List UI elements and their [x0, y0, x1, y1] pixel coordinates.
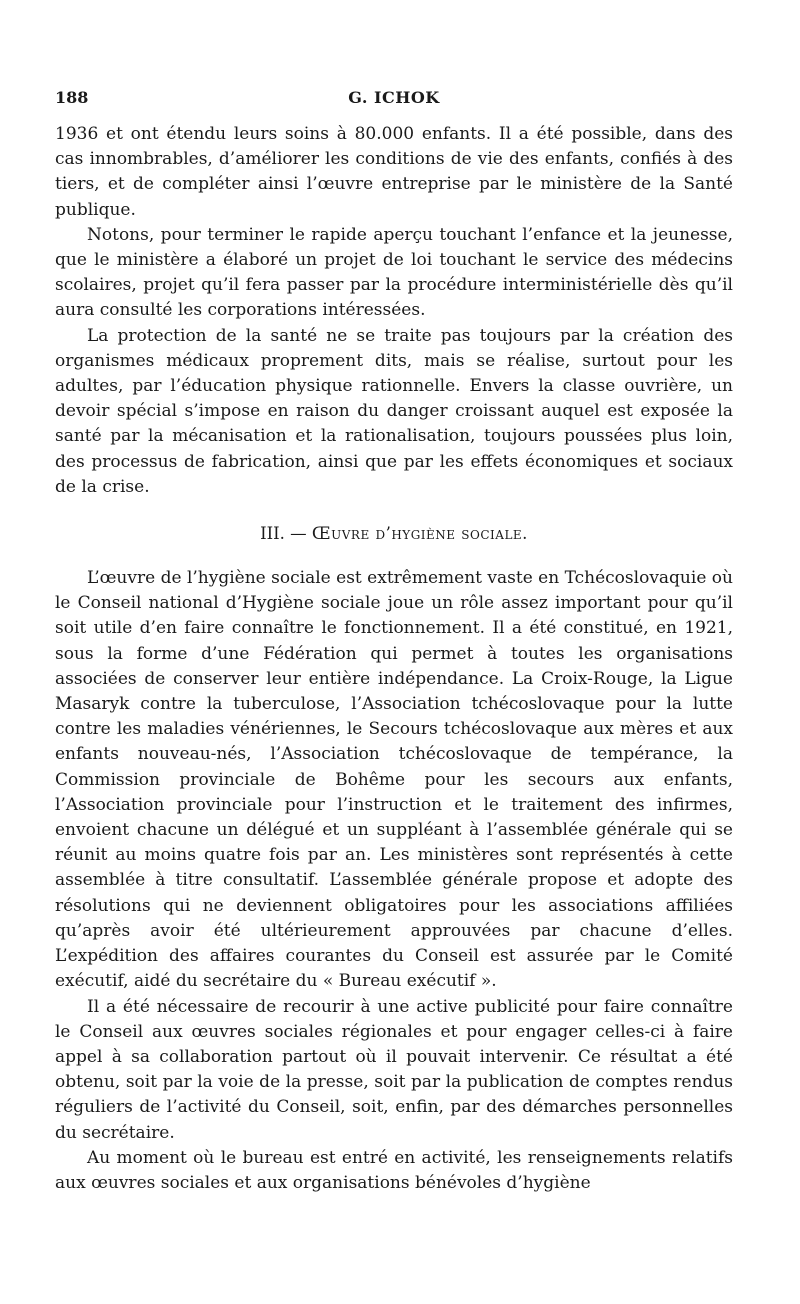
section-title: Œuvre d’hygiène sociale. [311, 524, 528, 544]
section-heading [55, 522, 733, 546]
running-header [55, 88, 733, 116]
paragraph: Au moment où le bureau est entré en activité, les renseignements relatifs aux œuvres sociales et aux organisations bénévoles d’hygiène [55, 1147, 733, 1193]
paragraph: La protection de la santé ne se traite pas toujours par la création des organismes médicaux proprement dits, mais se réalise, surtout pour les adultes, par l’éducation physique rationnelle. Envers la classe ouvrière, un devoir spécial s’impose en raison du danger croissant auquel est exposée la santé par la mécanisation et la rationalisation, toujours poussées plus loin, des processus de fabrication, ainsi que par les effets économiques et sociaux de la crise. [55, 325, 733, 497]
running-author: G. ICHOK [348, 88, 440, 107]
paragraph: Il a été nécessaire de recourir à une active publicité pour faire connaître le Conseil aux œuvres sociales régionales et pour engager celles-ci à faire appel à sa collaboration partout où il pouvait intervenir. Ce résultat a été obtenu, soit par la voie de la presse, soit par la publication de comptes rendus réguliers de l’activité du Conseil, soit, enfin, par des démarches personnelles du secrétaire. [55, 996, 733, 1143]
paragraph: 1936 et ont étendu leurs soins à 80.000 enfants. Il a été possible, dans des cas innombrables, d’améliorer les conditions de vie des enfants, confiés à des tiers, et de compléter ainsi l’œuvre entreprise par le ministère de la Santé publique. [55, 124, 733, 220]
document-page [55, 88, 733, 1196]
body-text [55, 122, 733, 1196]
page-number: 188 [55, 88, 89, 107]
paragraph: L’œuvre de l’hygiène sociale est extrêmement vaste en Tchécoslovaquie où le Conseil national d’Hygiène sociale joue un rôle assez important pour qu’il soit utile d’en faire connaître le fonctionnement. Il a été constitué, en 1921, sous la forme d’une Fédération qui permet à toutes les organisations associées de conserver leur entière indépendance. La Croix-Rouge, la Ligue Masaryk contre la tuberculose, l’Association tchécoslovaque pour la lutte contre les maladies vénériennes, le Secours tchécoslovaque aux mères et aux enfants nouveau-nés, l’Association tchécoslovaque de tempérance, la Commission provinciale de Bohême pour les secours aux enfants, l’Association provinciale pour l’instruction et le traitement des infirmes, envoient chacune un délégué et un suppléant à l’assemblée générale qui se réunit au moins quatre fois par an. Les ministères sont représentés à cette assemblée à titre consultatif. L’assemblée générale propose et adopte des résolutions qui ne deviennent obligatoires pour les associations affiliées qu’après avoir été ultérieurement approuvées par chacune d’elles. L’expédition des affaires courantes du Conseil est assurée par le Comité exécutif, aidé du secrétaire du « Bureau exécutif ». [55, 568, 733, 992]
section-numeral: III. — [260, 524, 307, 544]
paragraph: Notons, pour terminer le rapide aperçu touchant l’enfance et la jeunesse, que le ministère a élaboré un projet de loi touchant le service des médecins scolaires, projet qu’il fera passer par la procédure interministérielle dès qu’il aura consulté les corporations intéressées. [55, 224, 733, 321]
